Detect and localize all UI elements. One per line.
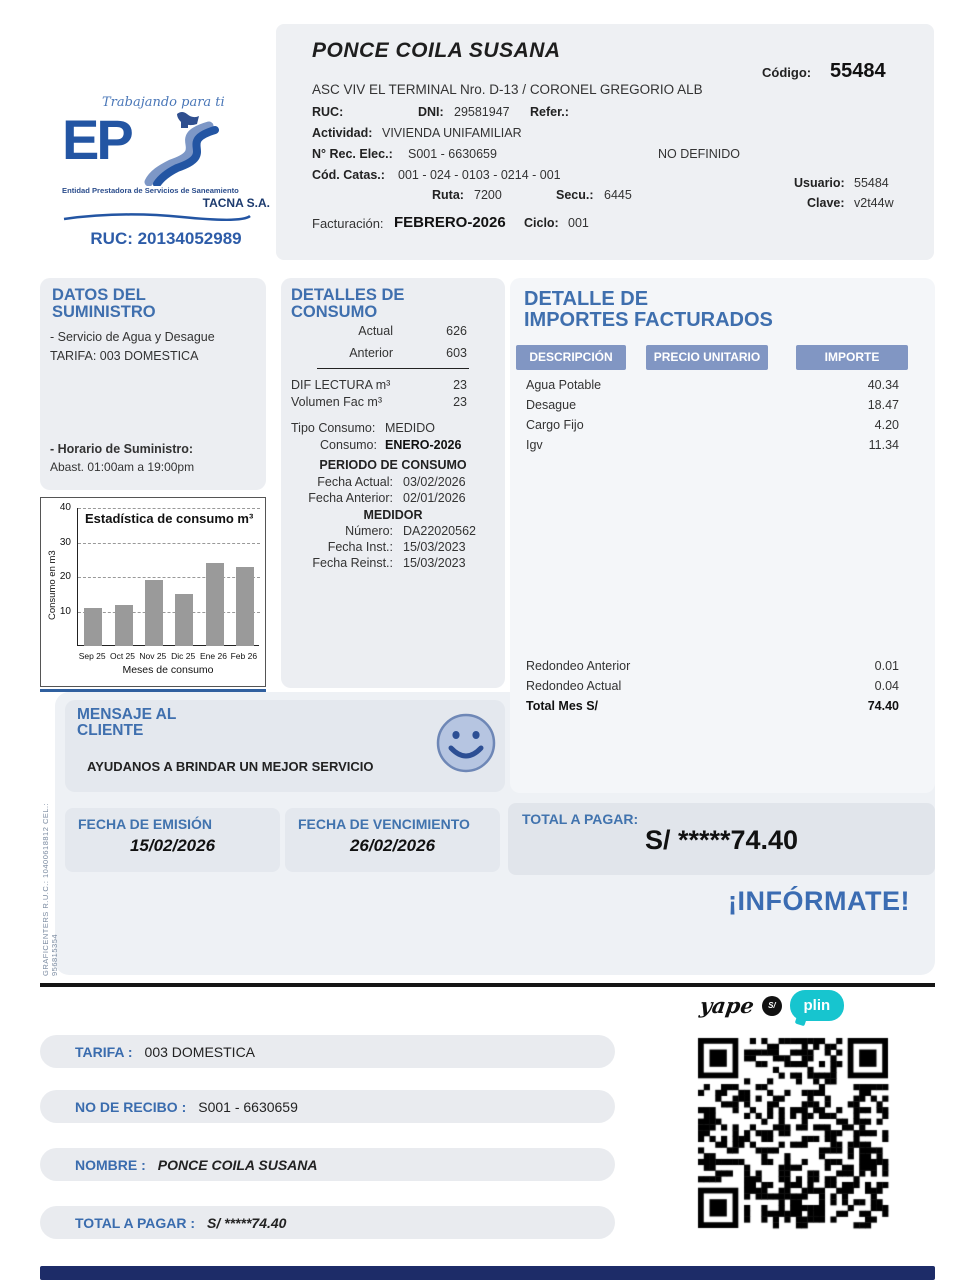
y-tick-label: 40 (59, 502, 71, 513)
lectura-divider (317, 368, 469, 369)
actividad-label: Actividad: (312, 126, 373, 140)
medidor-title: MEDIDOR (363, 508, 423, 522)
consumption-bar (115, 605, 133, 646)
qr-code-canvas (690, 1030, 896, 1236)
payment-logos (700, 990, 844, 1021)
x-tick-label: Nov 25 (139, 651, 167, 661)
yape-logo: yape (698, 993, 756, 1018)
logo-subtitle: Entidad Prestadora de Servicios de Saneamiento (62, 186, 239, 195)
logo-eps-text: EP (62, 108, 131, 171)
fecha-vencimiento-box (285, 808, 500, 872)
fecha-vencimiento-label: FECHA DE VENCIMIENTO (298, 816, 470, 832)
codigo-value: 55484 (830, 60, 886, 82)
chart-plot-area (77, 508, 259, 646)
x-tick-label: Dic 25 (171, 651, 196, 661)
print-credit-text: GRAFICENTERS R.U.C.: 10400618812 CEL.: 956815354 (41, 802, 59, 976)
col-header-precio-unitario: PRECIO UNITARIO (646, 345, 768, 370)
facturacion-value: FEBRERO-2026 (394, 214, 506, 231)
consumption-bar (175, 594, 193, 646)
dni-label: DNI: (418, 105, 444, 119)
footer-row-nombre: NOMBRE : PONCE COILA SUSANA (40, 1148, 615, 1181)
usuario-value: 55484 (854, 176, 889, 190)
clave-label: Clave: (807, 196, 845, 210)
eps-logo-block (62, 95, 270, 249)
fecha-emision-value: 15/02/2026 (129, 836, 216, 855)
importes-facturados-box: DETALLE DE IMPORTES FACTURADOS DESCRIPCIÓN PRECIO UNITARIO IMPORTE Agua Potable 40.34 Desague 18.47 Cargo Fijo 4.20 Igv 11.34 Redondeo Anterior 0.01 Redondeo Actual 0.04 Total Mes S/ 74.40 (510, 278, 935, 793)
customer-header-box (276, 24, 934, 260)
eps-river-s-icon (131, 112, 223, 186)
section-divider-rule (40, 983, 935, 987)
refer-label: Refer.: (530, 105, 569, 119)
tarifa-line: TARIFA: 003 DOMESTICA (50, 348, 199, 363)
footer-row-total: TOTAL A PAGAR : S/ *****74.40 (40, 1206, 615, 1239)
catastro-label: Cód. Catas.: (312, 168, 385, 182)
total-pagar-value: S/ *****74.40 (644, 825, 799, 855)
footer-row-tarifa: TARIFA : 003 DOMESTICA (40, 1035, 615, 1068)
consumption-bar (206, 563, 224, 646)
customer-address: ASC VIV EL TERMINAL Nro. D-13 / CORONEL GREGORIO ALB (312, 82, 703, 97)
y-tick-label: 30 (59, 536, 71, 548)
x-tick-label: Feb 26 (230, 651, 258, 661)
logo-company: TACNA S.A. (202, 196, 270, 210)
company-ruc: RUC: 20134052989 (90, 229, 242, 248)
servicio-line: - Servicio de Agua y Desague (50, 329, 215, 344)
x-tick-label: Sep 25 (78, 651, 106, 661)
x-tick-label: Ene 26 (200, 651, 227, 661)
consumption-bar (236, 567, 254, 646)
catastro-value: 001 - 024 - 0103 - 0214 - 001 (398, 168, 561, 182)
total-pagar-box (508, 803, 935, 875)
yape-badge-icon: S/ (762, 996, 782, 1016)
fecha-vencimiento-value: 26/02/2026 (349, 836, 436, 855)
facturacion-label: Facturación: (312, 216, 384, 231)
gridline (78, 508, 260, 509)
actividad-value: VIVIENDA UNIFAMILIAR (382, 126, 522, 140)
detalles-consumo-title: DETALLES DE CONSUMO (291, 286, 405, 322)
plin-logo: plin (790, 990, 844, 1021)
gridline (78, 543, 260, 544)
informate-text: ¡INFÓRMATE! (728, 886, 910, 916)
mensaje-title: MENSAJE AL CLIENTE (77, 706, 177, 740)
no-definido-text: NO DEFINIDO (658, 147, 740, 161)
chart-title: Estadística de consumo m³ (85, 511, 254, 526)
ciclo-label: Ciclo: (524, 216, 559, 230)
chart-x-axis-label: Meses de consumo (122, 664, 214, 676)
fecha-emision-label: FECHA DE EMISIÓN (78, 816, 213, 832)
logo-swoosh-icon (62, 213, 252, 223)
fecha-emision-box (65, 808, 280, 872)
detalles-consumo-box: DETALLES DE CONSUMO Actual 626 Anterior 603 DIF LECTURA m³ 23 Volumen Fac m³ 23 Tipo Consumo: MEDIDO Consumo: ENERO-2026 PERIODO DE CONSUMO Fecha Actual: 03/02/2026 Fecha Anterior: 02/01/2026 MEDIDOR Número: DA22020562 Fecha Inst.: 15/03/2023 Fecha Reinst.: 15/03/2023 (281, 278, 505, 688)
importes-title: DETALLE DE IMPORTES FACTURADOS (524, 288, 773, 331)
y-tick-label: 10 (59, 605, 71, 617)
horario-title: - Horario de Suministro: (50, 442, 194, 456)
gridline (78, 612, 260, 613)
ruc-label: RUC: (312, 105, 344, 119)
rec-elec-value: S001 - 6630659 (408, 147, 497, 161)
gridline (78, 577, 260, 578)
col-header-importe: IMPORTE (796, 345, 908, 370)
consumption-chart (40, 497, 266, 687)
chart-y-axis-label: Consumo en m3 (47, 550, 58, 620)
mensaje-cliente-box (65, 700, 505, 792)
smiley-icon (435, 712, 497, 774)
rec-elec-label: N° Rec. Elec.: (312, 147, 393, 161)
y-tick-label: 20 (59, 571, 71, 582)
logo-tagline: Trabajando para ti (102, 95, 225, 110)
datos-suministro-box (40, 278, 266, 490)
codigo-label: Código: (762, 65, 812, 80)
ciclo-value: 001 (568, 216, 589, 230)
ruta-value: 7200 (474, 188, 502, 202)
periodo-consumo-title: PERIODO DE CONSUMO (319, 458, 467, 472)
secu-label: Secu.: (556, 188, 594, 202)
total-pagar-label: TOTAL A PAGAR: (522, 811, 639, 827)
dni-value: 29581947 (454, 105, 510, 119)
datos-suministro-title: DATOS DEL SUMINISTRO (52, 286, 156, 322)
qr-code (690, 1030, 896, 1236)
consumption-bar (84, 608, 102, 646)
footer-navy-bar (40, 1266, 935, 1280)
horario-value: Abast. 01:00am a 19:00pm (50, 460, 195, 474)
x-tick-label: Oct 25 (109, 651, 136, 661)
secu-value: 6445 (604, 188, 632, 202)
usuario-label: Usuario: (794, 176, 845, 190)
mensaje-body: AYUDANOS A BRINDAR UN MEJOR SERVICIO (87, 759, 374, 774)
col-header-descripcion: DESCRIPCIÓN (516, 345, 626, 370)
clave-value: v2t44w (854, 196, 894, 210)
consumption-bar (145, 580, 163, 646)
ruta-label: Ruta: (432, 188, 464, 202)
customer-name: PONCE COILA SUSANA (312, 39, 561, 62)
footer-row-recibo: NO DE RECIBO : S001 - 6630659 (40, 1090, 615, 1123)
